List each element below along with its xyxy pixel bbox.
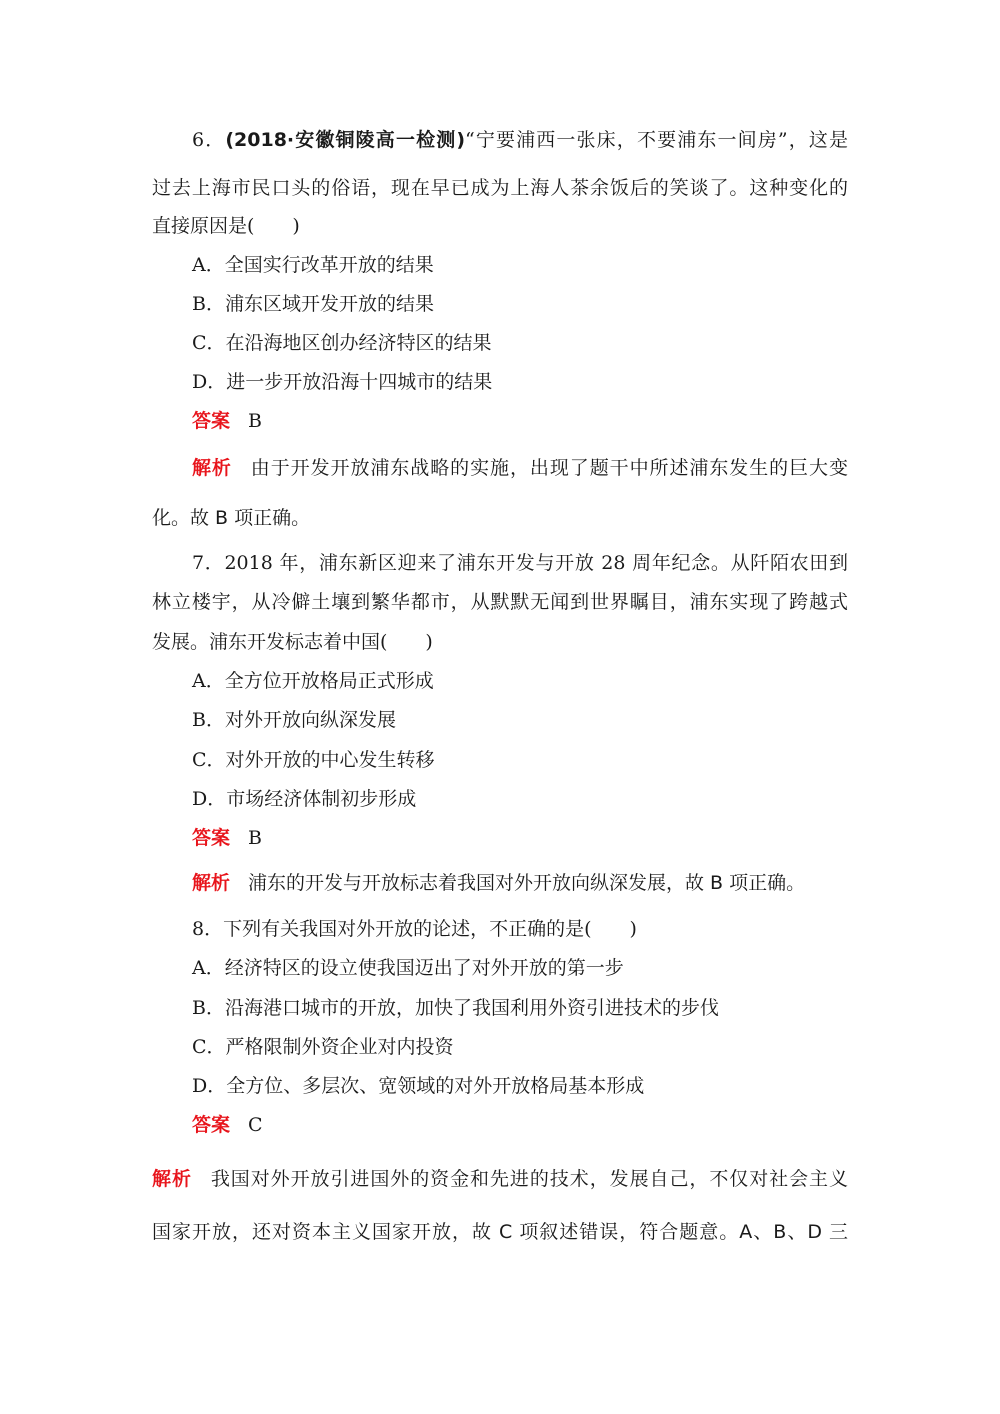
q8-answer-value: C (248, 1114, 263, 1136)
q8-number: 8． (192, 918, 224, 940)
q7-analysis-line-1 (192, 871, 805, 895)
q6-option-a: A．全国实行改革开放的结果 (192, 254, 434, 276)
q6-answer (192, 409, 262, 433)
q8-option-b: B．沿海港口城市的开放，加快了我国利用外资引进技术的步伐 (192, 997, 719, 1019)
q8-option-d: D．全方位、多层次、宽领域的对外开放格局基本形成 (192, 1075, 645, 1097)
q6-source: (2018·安徽铜陵高一检测) (225, 129, 466, 151)
q6-number: 6． (192, 129, 226, 151)
q6-analysis-label: 解析 (192, 457, 232, 479)
q6-analysis-line-1 (192, 456, 848, 480)
q8-stem-text-1: 下列有关我国对外开放的论述，不正确的是( ) (223, 918, 637, 940)
q7-number: 7． (192, 552, 225, 574)
q6-stem-line-2: 过去上海市民口头的俗语，现在早已成为上海人茶余饭后的笑谈了。这种变化的 (152, 177, 848, 199)
q7-stem-line-3: 发展。浦东开发标志着中国( ) (152, 631, 433, 653)
q7-analysis-label: 解析 (192, 872, 231, 894)
q6-answer-label: 答案 (192, 410, 231, 432)
q7-analysis-text-1: 浦东的开发与开放标志着我国对外开放向纵深发展，故 B 项正确。 (248, 872, 806, 894)
q7-answer-label: 答案 (192, 827, 231, 849)
q8-answer-label: 答案 (192, 1114, 231, 1136)
q8-analysis-label: 解析 (152, 1168, 192, 1190)
q8-stem-line-1 (192, 917, 637, 941)
q6-answer-value: B (248, 410, 262, 432)
q6-analysis-text-1: 由于开发开放浦东战略的实施，出现了题干中所述浦东发生的巨大变 (249, 457, 848, 479)
q6-option-d: D．进一步开放沿海十四城市的结果 (192, 371, 493, 393)
q8-analysis-line-2: 国家开放，还对资本主义国家开放，故 C 项叙述错误，符合题意。A、B、D 三 (152, 1221, 848, 1243)
q7-option-a: A．全方位开放格局正式形成 (192, 670, 434, 692)
q7-option-b: B．对外开放向纵深发展 (192, 709, 396, 731)
q8-option-a: A．经济特区的设立使我国迈出了对外开放的第一步 (192, 957, 624, 979)
q6-analysis-line-2: 化。故 B 项正确。 (152, 507, 311, 529)
q8-option-c: C．严格限制外资企业对内投资 (192, 1036, 454, 1058)
q8-answer (192, 1113, 263, 1137)
q8-analysis-text-1: 我国对外开放引进国外的资金和先进的技术，发展自己，不仅对社会主义 (209, 1168, 848, 1190)
q7-stem-text-1: 2018 年，浦东新区迎来了浦东开发与开放 28 周年纪念。从阡陌农田到 (224, 552, 848, 574)
q7-answer (192, 826, 262, 850)
q8-analysis-line-1 (152, 1167, 848, 1191)
q7-stem-line-1 (192, 551, 848, 575)
q7-stem-line-2: 林立楼宇，从冷僻土壤到繁华都市，从默默无闻到世界瞩目，浦东实现了跨越式 (152, 591, 848, 613)
q6-stem-line-1 (192, 128, 848, 152)
q6-option-c: C．在沿海地区创办经济特区的结果 (192, 332, 492, 354)
q7-option-c: C．对外开放的中心发生转移 (192, 749, 435, 771)
q6-stem-line-3: 直接原因是( ) (152, 215, 300, 237)
q6-stem-text-1: “宁要浦西一张床，不要浦东一间房”，这是 (465, 129, 848, 151)
q7-answer-value: B (248, 827, 262, 849)
q6-option-b: B．浦东区域开发开放的结果 (192, 293, 434, 315)
q7-option-d: D．市场经济体制初步形成 (192, 788, 417, 810)
